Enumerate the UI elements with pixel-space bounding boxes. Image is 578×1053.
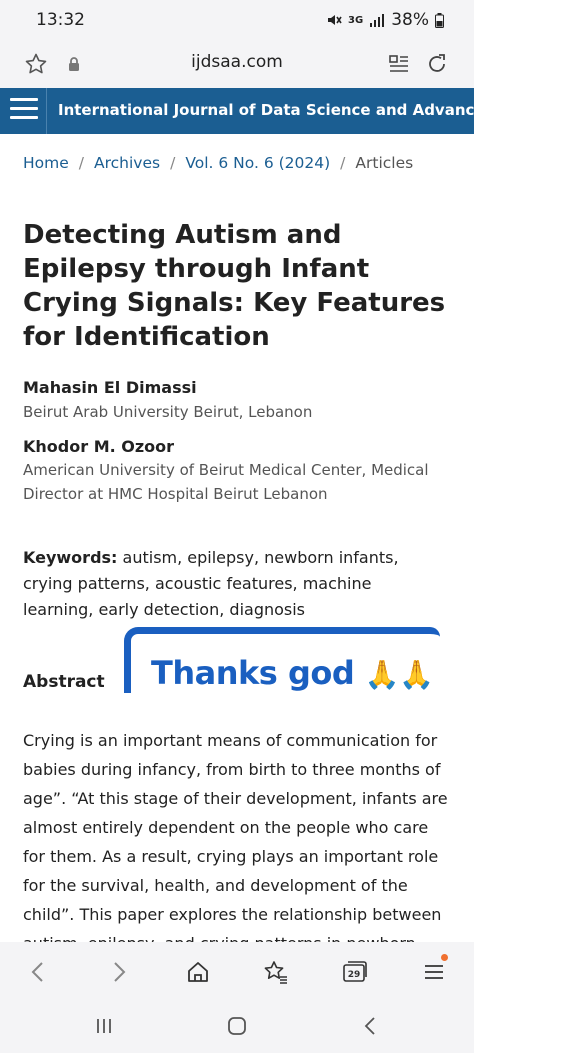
notification-dot (441, 954, 448, 961)
article-title: Detecting Autism and Epilepsy through Infant Crying Signals: Key Features for Identification (23, 220, 446, 352)
tabs-icon[interactable] (339, 956, 371, 988)
home-icon[interactable] (182, 956, 214, 988)
sticker-text (151, 654, 434, 692)
home-button-icon[interactable] (221, 1012, 253, 1040)
praying-hands-icon: 🙏🙏 (364, 658, 434, 691)
breadcrumb-issue[interactable]: Vol. 6 No. 6 (2024) (185, 154, 331, 172)
breadcrumb (23, 154, 413, 172)
tab-count: 29 (347, 970, 361, 980)
reload-icon[interactable] (421, 48, 453, 80)
back-button-icon[interactable] (354, 1012, 386, 1040)
menu-icon[interactable] (418, 956, 450, 988)
journal-title[interactable]: International Journal of Data Science and Advanced Analytics (58, 101, 578, 119)
breadcrumb-home[interactable]: Home (23, 154, 69, 172)
reader-mode-icon[interactable] (383, 48, 415, 80)
forward-icon[interactable] (103, 956, 135, 988)
browser-toolbar (0, 942, 474, 1000)
breadcrumb-separator: / (340, 154, 346, 172)
breadcrumb-separator: / (78, 154, 85, 172)
mute-icon (326, 12, 342, 28)
author-name: Khodor M. Ozoor (23, 437, 175, 456)
header-divider (46, 88, 47, 134)
keywords-label: Keywords: (23, 548, 118, 567)
recent-apps-icon[interactable] (88, 1012, 120, 1040)
abstract-text: Crying is an important means of communication for babies during infancy, from birth to three months of age”. “At this stage of their development, infants are almost entirely dependent on the people who care for them. As a result, crying plays an important role for the survival, health, and development of the child”. This paper explores the relationship between (23, 731, 448, 924)
status-bar (0, 0, 474, 40)
author-affiliation: American University of Beirut Medical Center, Medical Director at HMC Hospital Beirut Lebanon (23, 461, 429, 503)
browser-address-bar (0, 40, 474, 88)
url-text[interactable]: ijdsaa.com (191, 52, 283, 72)
author-affiliation: Beirut Arab University Beirut, Lebanon (23, 403, 313, 421)
menu-icon[interactable] (10, 98, 38, 124)
network-type: 3G (348, 14, 364, 26)
battery-level: 38% (391, 10, 429, 30)
status-time: 13:32 (36, 10, 85, 30)
site-header (0, 88, 578, 134)
breadcrumb-separator: / (170, 154, 176, 172)
bookmarks-icon[interactable] (260, 956, 292, 988)
signal-icon (369, 13, 385, 27)
breadcrumb-archives[interactable]: Archives (94, 154, 161, 172)
status-icons (326, 10, 444, 30)
sticker-label: Thanks god (151, 654, 355, 692)
battery-icon (435, 13, 444, 28)
back-icon[interactable] (22, 956, 54, 988)
breadcrumb-current: Articles (355, 154, 414, 172)
keywords (23, 545, 443, 623)
system-nav-bar (0, 1000, 474, 1053)
thanks-sticker (124, 627, 440, 693)
abstract-heading: Abstract (23, 672, 105, 692)
author-name: Mahasin El Dimassi (23, 378, 197, 397)
keywords-value: autism, epilepsy, newborn infants, crying patterns, acoustic features, machine learning, early detection, diagnosis (23, 548, 399, 619)
